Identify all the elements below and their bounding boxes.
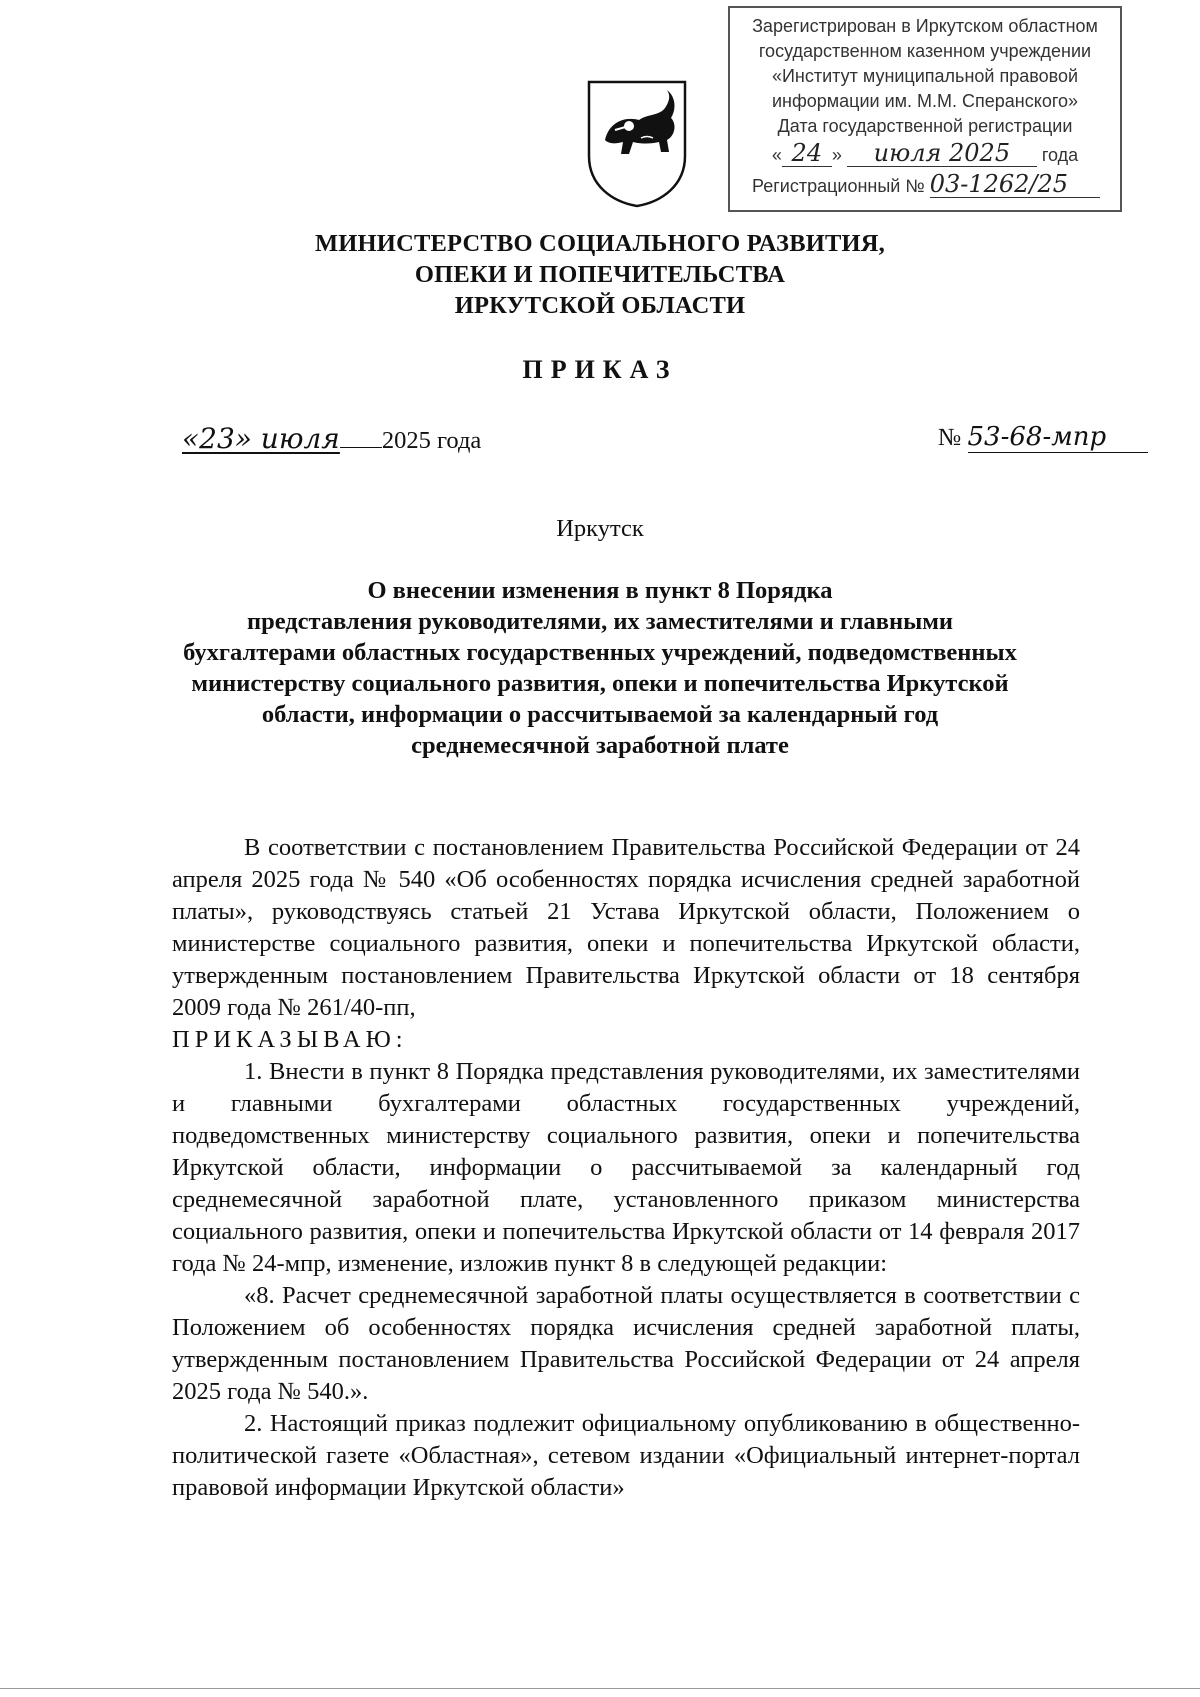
organization-name [0,228,1200,321]
title-line: О внесении изменения в пункт 8 Порядка [367,577,833,604]
stamp-reg-number: 03-1262/25 [930,172,1100,198]
stamp-line: информации им. М.М. Сперанского» [771,91,1079,111]
stamp-reg-line [730,172,1120,199]
stamp-date-mid: » [831,145,842,165]
stamp-date-month-year: июля 2025 [847,141,1037,167]
org-line: МИНИСТЕРСТВО СОЦИАЛЬНОГО РАЗВИТИЯ, [314,230,886,257]
coat-of-arms-icon [585,78,689,208]
title-line: министерству социального развития, опеки и попечительства Иркутской [191,670,1009,697]
org-line: ОПЕКИ И ПОПЕЧИТЕЛЬСТВА [414,261,786,288]
number-label: № [938,424,962,451]
document-body [172,832,1080,1504]
handwritten-date: «23» июля [182,422,340,455]
order-word: ПРИКАЗЫВАЮ: [172,1026,408,1053]
stamp-date-suffix: года [1041,145,1079,165]
body-paragraph: 2. Настоящий приказ подлежит официальному опубликованию в общественно-политической газете «Областная», сетевом издании «Официальный интернет-портал правовой информации Иркутской области» [172,1410,1080,1501]
stamp-date-label: Дата государственной регистрации [777,116,1073,136]
page-edge-line [0,1688,1200,1689]
stamp-line: «Институт муниципальной правовой [771,66,1079,86]
document-number [938,422,1148,453]
document-date [182,422,481,455]
title-line: среднемесячной заработной плате [411,732,789,759]
body-paragraph: В соответствии с постановлением Правительства Российской Федерации от 24 апреля 2025 года № 540 «Об особенностях порядка исчисления средней заработной платы», руководствуясь статьей 21 Устава Иркутской области, Положением о министерстве социального развития, опеки и попечительства Иркутской области, утвержденным постановлением Правительства Иркутской области от 18 сентября 2009 года № 261/40-пп, [172,834,1080,1021]
date-underline [340,447,382,448]
title-line: бухгалтерами областных государственных учреждений, подведомственных [183,639,1017,666]
document-title [140,575,1060,761]
stamp-date-open: « [771,145,782,165]
document-type: ПРИКАЗ [522,355,678,384]
body-paragraph: «8. Расчет среднемесячной заработной платы осуществляется в соответствии с Положением об особенностях порядка исчисления средней заработной платы, утвержденным постановлением Правительства Российской Федерации от 24 апреля 2025 года № 540.». [172,1282,1080,1405]
stamp-line: государственном казенном учреждении [758,41,1092,61]
body-paragraph: 1. Внести в пункт 8 Порядка представления руководителями, их заместителями и главными бухгалтерами областных государственных учреждений, подведомственных министерству социального развития, опеки и попечительства Иркутской области, информации о рассчитываемой за календарный год среднемесячной заработной плате, установленного приказом министерства социального развития, опеки и попечительства Иркутской области от 14 февраля 2017 года № 24-мпр, изменение, изложив пункт 8 в следующей редакции: [172,1058,1080,1277]
title-line: области, информации о рассчитываемой за календарный год [261,701,939,728]
stamp-date-line [730,141,1120,168]
title-line: представления руководителями, их заместителями и главными [246,608,954,635]
registration-stamp [728,6,1122,212]
org-line: ИРКУТСКОЙ ОБЛАСТИ [454,292,746,319]
city: Иркутск [556,515,644,542]
date-year: 2025 года [381,427,482,454]
stamp-reg-label: Регистрационный № [752,176,925,196]
handwritten-number: 53-68-мпр [968,422,1148,453]
stamp-line: Зарегистрирован в Иркутском областном [752,16,1098,36]
stamp-date-day: 24 [782,141,832,167]
